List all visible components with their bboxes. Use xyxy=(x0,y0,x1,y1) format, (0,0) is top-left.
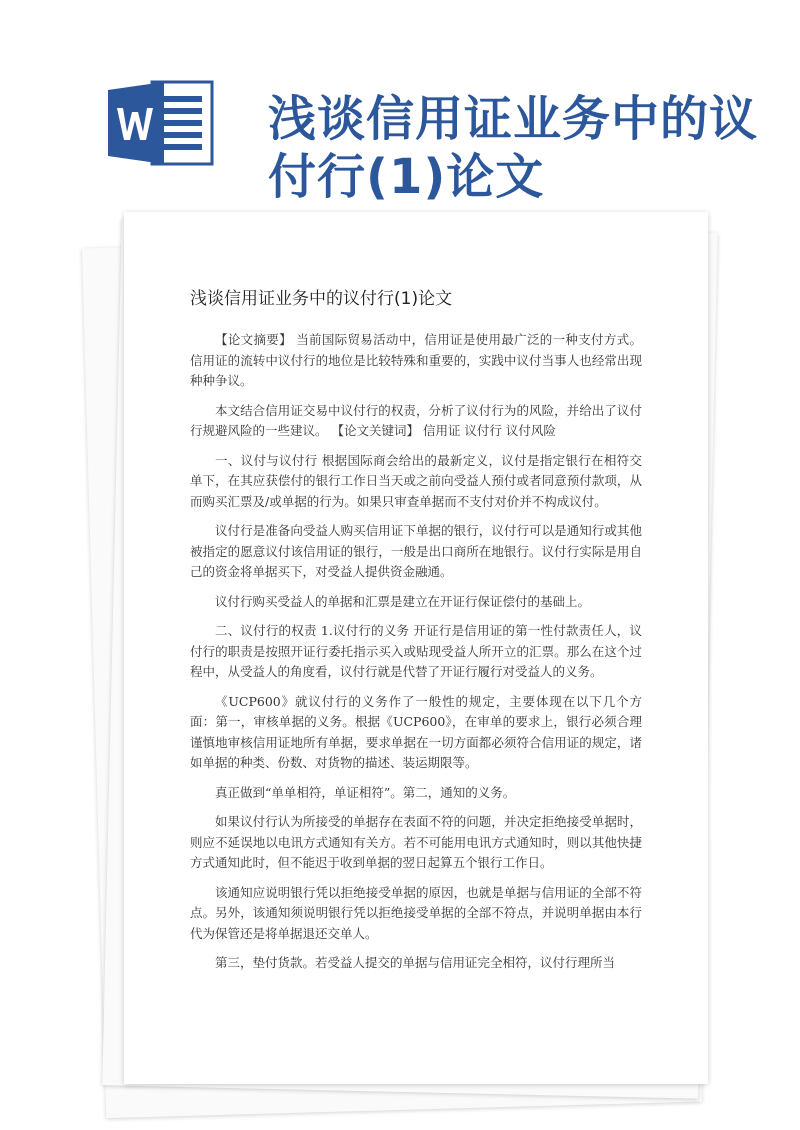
paragraph: 二、议付行的权责 1.议付行的义务 开证行是信用证的第一性付款责任人，议付行的职责是按照开证行委托指示买入或贴现受益人所开立的汇票。那么在这个过程中，从受益人的角度看，议付行就是代替了开证行履行对受益人的义务。 xyxy=(190,623,642,679)
paragraph: 真正做到“单单相符，单证相符”。第二，通知的义务。 xyxy=(215,784,516,800)
paragraph: 本文结合信用证交易中议付行的权责，分析了议付行为的风险，并给出了议付行规避风险的一些建议。 【论文关键词】 信用证 议付行 议付风险 xyxy=(190,402,642,438)
paragraph: 议付行购买受益人的单据和汇票是建立在开证行保证偿付的基础上。 xyxy=(215,593,591,609)
paragraph-truncated: 第三，垫付货款。若受益人提交的单据与信用证完全相符，议付行理所当 xyxy=(215,955,616,970)
paragraph: 如果议付行认为所接受的单据存在表面不符的问题，并决定拒绝接受单据时，则应不延误地以电讯方式通知有关方。若不可能用电讯方式通知时，则以其他快捷方式通知此时，但不能迟于收到单据的翌日起算五个银行工作日。 xyxy=(190,814,642,870)
preview-title xyxy=(268,90,768,206)
paragraph: 一、议付与议付行 根据国际商会给出的最新定义，议付是指定银行在相符交单下，在其应获偿付的银行工作日当天或之前向受益人预付或者同意预付款项，从而购买汇票及/或单据的行为。如果只审查单据而不支付对价并不构成议付。 xyxy=(190,452,642,509)
preview-title-line-2: 付行(1)论文 xyxy=(268,149,545,206)
document-page xyxy=(124,212,708,1084)
paragraph: 该通知应说明银行凭以拒绝接受单据的原因，也就是单据与信用证的全部不符点。另外，该通知须说明银行凭以拒绝接受单据的全部不符点，并说明单据由本行代为保管还是将单据退还交单人。 xyxy=(190,884,642,941)
preview-title-line-1: 浅谈信用证业务中的议 xyxy=(268,91,759,148)
document-body xyxy=(190,330,642,983)
paragraph: 议付行是准备向受益人购买信用证下单据的银行，议付行可以是通知行或其他被指定的愿意议付该信用证的银行，一般是出口商所在地银行。议付行实际是用自己的资金将单据买下，对受益人提供资金融通。 xyxy=(190,523,642,579)
document-preview-header xyxy=(0,0,800,206)
page-title: 浅谈信用证业务中的议付行(1)论文 xyxy=(190,289,453,309)
paragraph-abstract: 【论文摘要】 当前国际贸易活动中，信用证是使用最广泛的一种支付方式。信用证的流转中议付行的地位是比较特殊和重要的，实践中议付当事人也经常出现种种争议。 xyxy=(190,332,642,388)
word-document-icon xyxy=(108,78,218,168)
paragraph: 《UCP600》就议付行的义务作了一般性的规定，主要体现在以下几个方面：第一，审核单据的义务。根据《UCP600》，在审单的要求上，银行必须合理谨慎地审核信用证地所有单据，要求单据在一切方面都必须符合信用证的规定，诸如单据的种类、份数、对货物的描述、装运期限等。 xyxy=(190,693,642,770)
